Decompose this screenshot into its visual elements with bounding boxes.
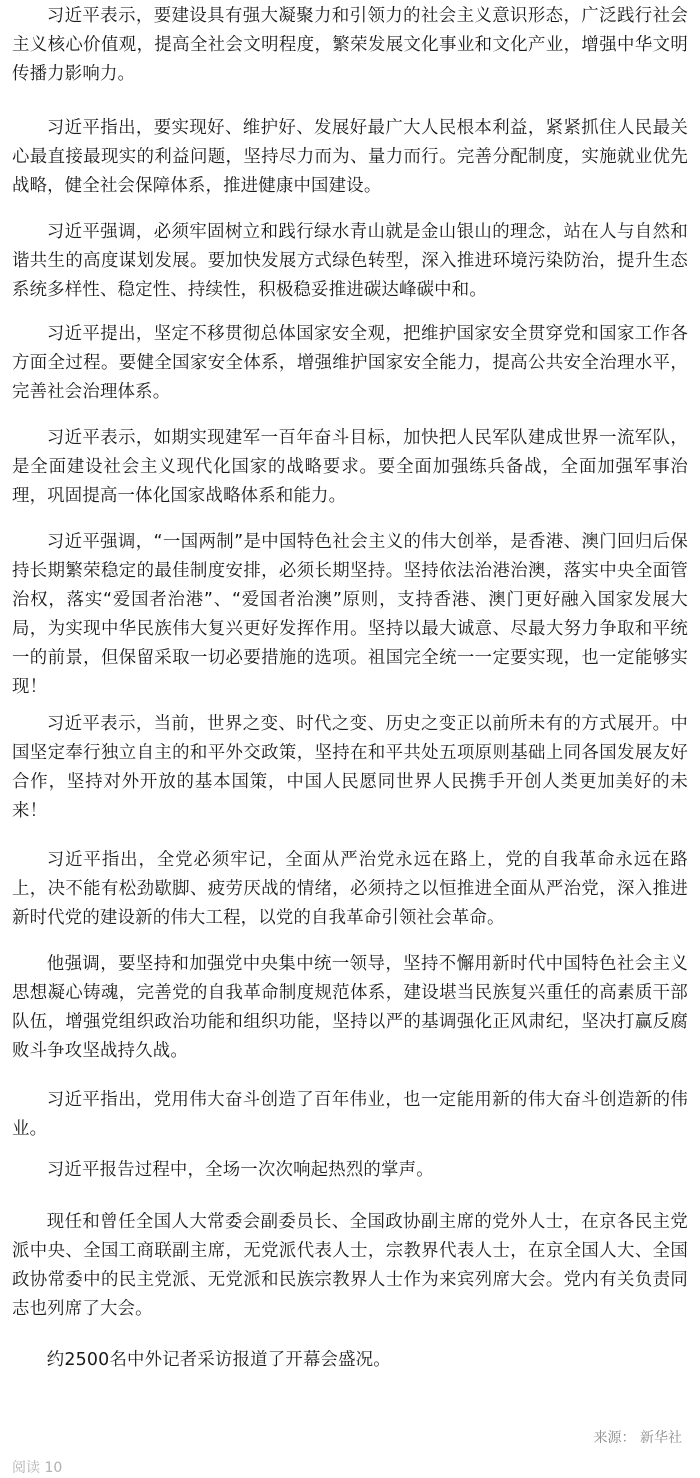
read-count: 阅读 10 bbox=[12, 1460, 63, 1476]
paragraph-centennial: 习近平指出，党用伟大奋斗创造了百年伟业，也一定能用新的伟大奋斗创造新的伟业。 bbox=[12, 1090, 688, 1139]
source-attribution: 来源： 新华社 bbox=[593, 1430, 682, 1446]
paragraph-applause: 习近平报告过程中，全场一次次响起热烈的掌声。 bbox=[46, 1160, 434, 1180]
paragraph-attendees: 现任和曾任全国人大常委会副委员长、全国政协副主席的党外人士，在京各民主党派中央、全国工商联副主席，无党派代表人士，宗教界代表人士，在京全国人大、全国政协常委中的民主党派、无党派和民族宗教界人士作为来宾列席大会。党内有关负责同志也列席了大会。 bbox=[12, 1212, 688, 1319]
paragraph-military: 习近平表示，如期实现建军一百年奋斗目标，加快把人民军队建成世界一流军队，是全面建设社会主义现代化国家的战略要求。要全面加强练兵备战，全面加强军事治理，巩固提高一体化国家战略体系和能力。 bbox=[12, 428, 688, 506]
paragraph-culture: 习近平表示，要建设具有强大凝聚力和引领力的社会主义意识形态，广泛践行社会主义核心价值观，提高全社会文明程度，繁荣发展文化事业和文化产业，增强中华文明传播力影响力。 bbox=[12, 6, 688, 84]
paragraph-one-country-two-systems: 习近平强调，“一国两制”是中国特色社会主义的伟大创举，是香港、澳门回归后保持长期繁荣稳定的最佳制度安排，必须长期坚持。坚持依法治港治澳，落实中央全面管治权，落实“爱国者治港”、“爱国者治澳”原则，支持香港、澳门更好融入国家发展大局，为实现中华民族伟大复兴更好发挥作用。坚持以最大诚意、尽最大努力争取和平统一的前景，但保留采取一切必要措施的选项。祖国完全统一一定要实现，也一定能够实现！ bbox=[12, 532, 688, 697]
paragraph-party-leadership: 他强调，要坚持和加强党中央集中统一领导，坚持不懈用新时代中国特色社会主义思想凝心铸魂，完善党的自我革命制度规范体系，建设堪当民族复兴重任的高素质干部队伍，增强党组织政治功能和组织功能，坚持以严的基调强化正风肃纪，坚决打赢反腐败斗争攻坚战持久战。 bbox=[12, 954, 688, 1061]
paragraph-party-governance: 习近平指出，全党必须牢记，全面从严治党永远在路上，党的自我革命永远在路上，决不能有松劲歇脚、疲劳厌战的情绪，必须持之以恒推进全面从严治党，深入推进新时代党的建设新的伟大工程，以党的自我革命引领社会革命。 bbox=[12, 850, 688, 928]
paragraph-livelihood: 习近平指出，要实现好、维护好、发展好最广大人民根本利益，紧紧抓住人民最关心最直接最现实的利益问题，坚持尽力而为、量力而行。完善分配制度，实施就业优先战略，健全社会保障体系，推进健康中国建设。 bbox=[12, 118, 688, 196]
paragraph-security: 习近平提出，坚定不移贯彻总体国家安全观，把维护国家安全贯穿党和国家工作各方面全过程。要健全国家安全体系，增强维护国家安全能力，提高公共安全治理水平，完善社会治理体系。 bbox=[12, 324, 688, 402]
paragraph-journalists: 约2500名中外记者采访报道了开幕会盛况。 bbox=[46, 1350, 391, 1370]
paragraph-foreign-policy: 习近平表示，当前，世界之变、时代之变、历史之变正以前所未有的方式展开。中国坚定奉行独立自主的和平外交政策，坚持在和平共处五项原则基础上同各国发展友好合作，坚持对外开放的基本国策，中国人民愿同世界人民携手开创人类更加美好的未来！ bbox=[12, 714, 688, 821]
paragraph-ecology: 习近平强调，必须牢固树立和践行绿水青山就是金山银山的理念，站在人与自然和谐共生的高度谋划发展。要加快发展方式绿色转型，深入推进环境污染防治，提升生态系统多样性、稳定性、持续性，积极稳妥推进碳达峰碳中和。 bbox=[12, 222, 688, 300]
